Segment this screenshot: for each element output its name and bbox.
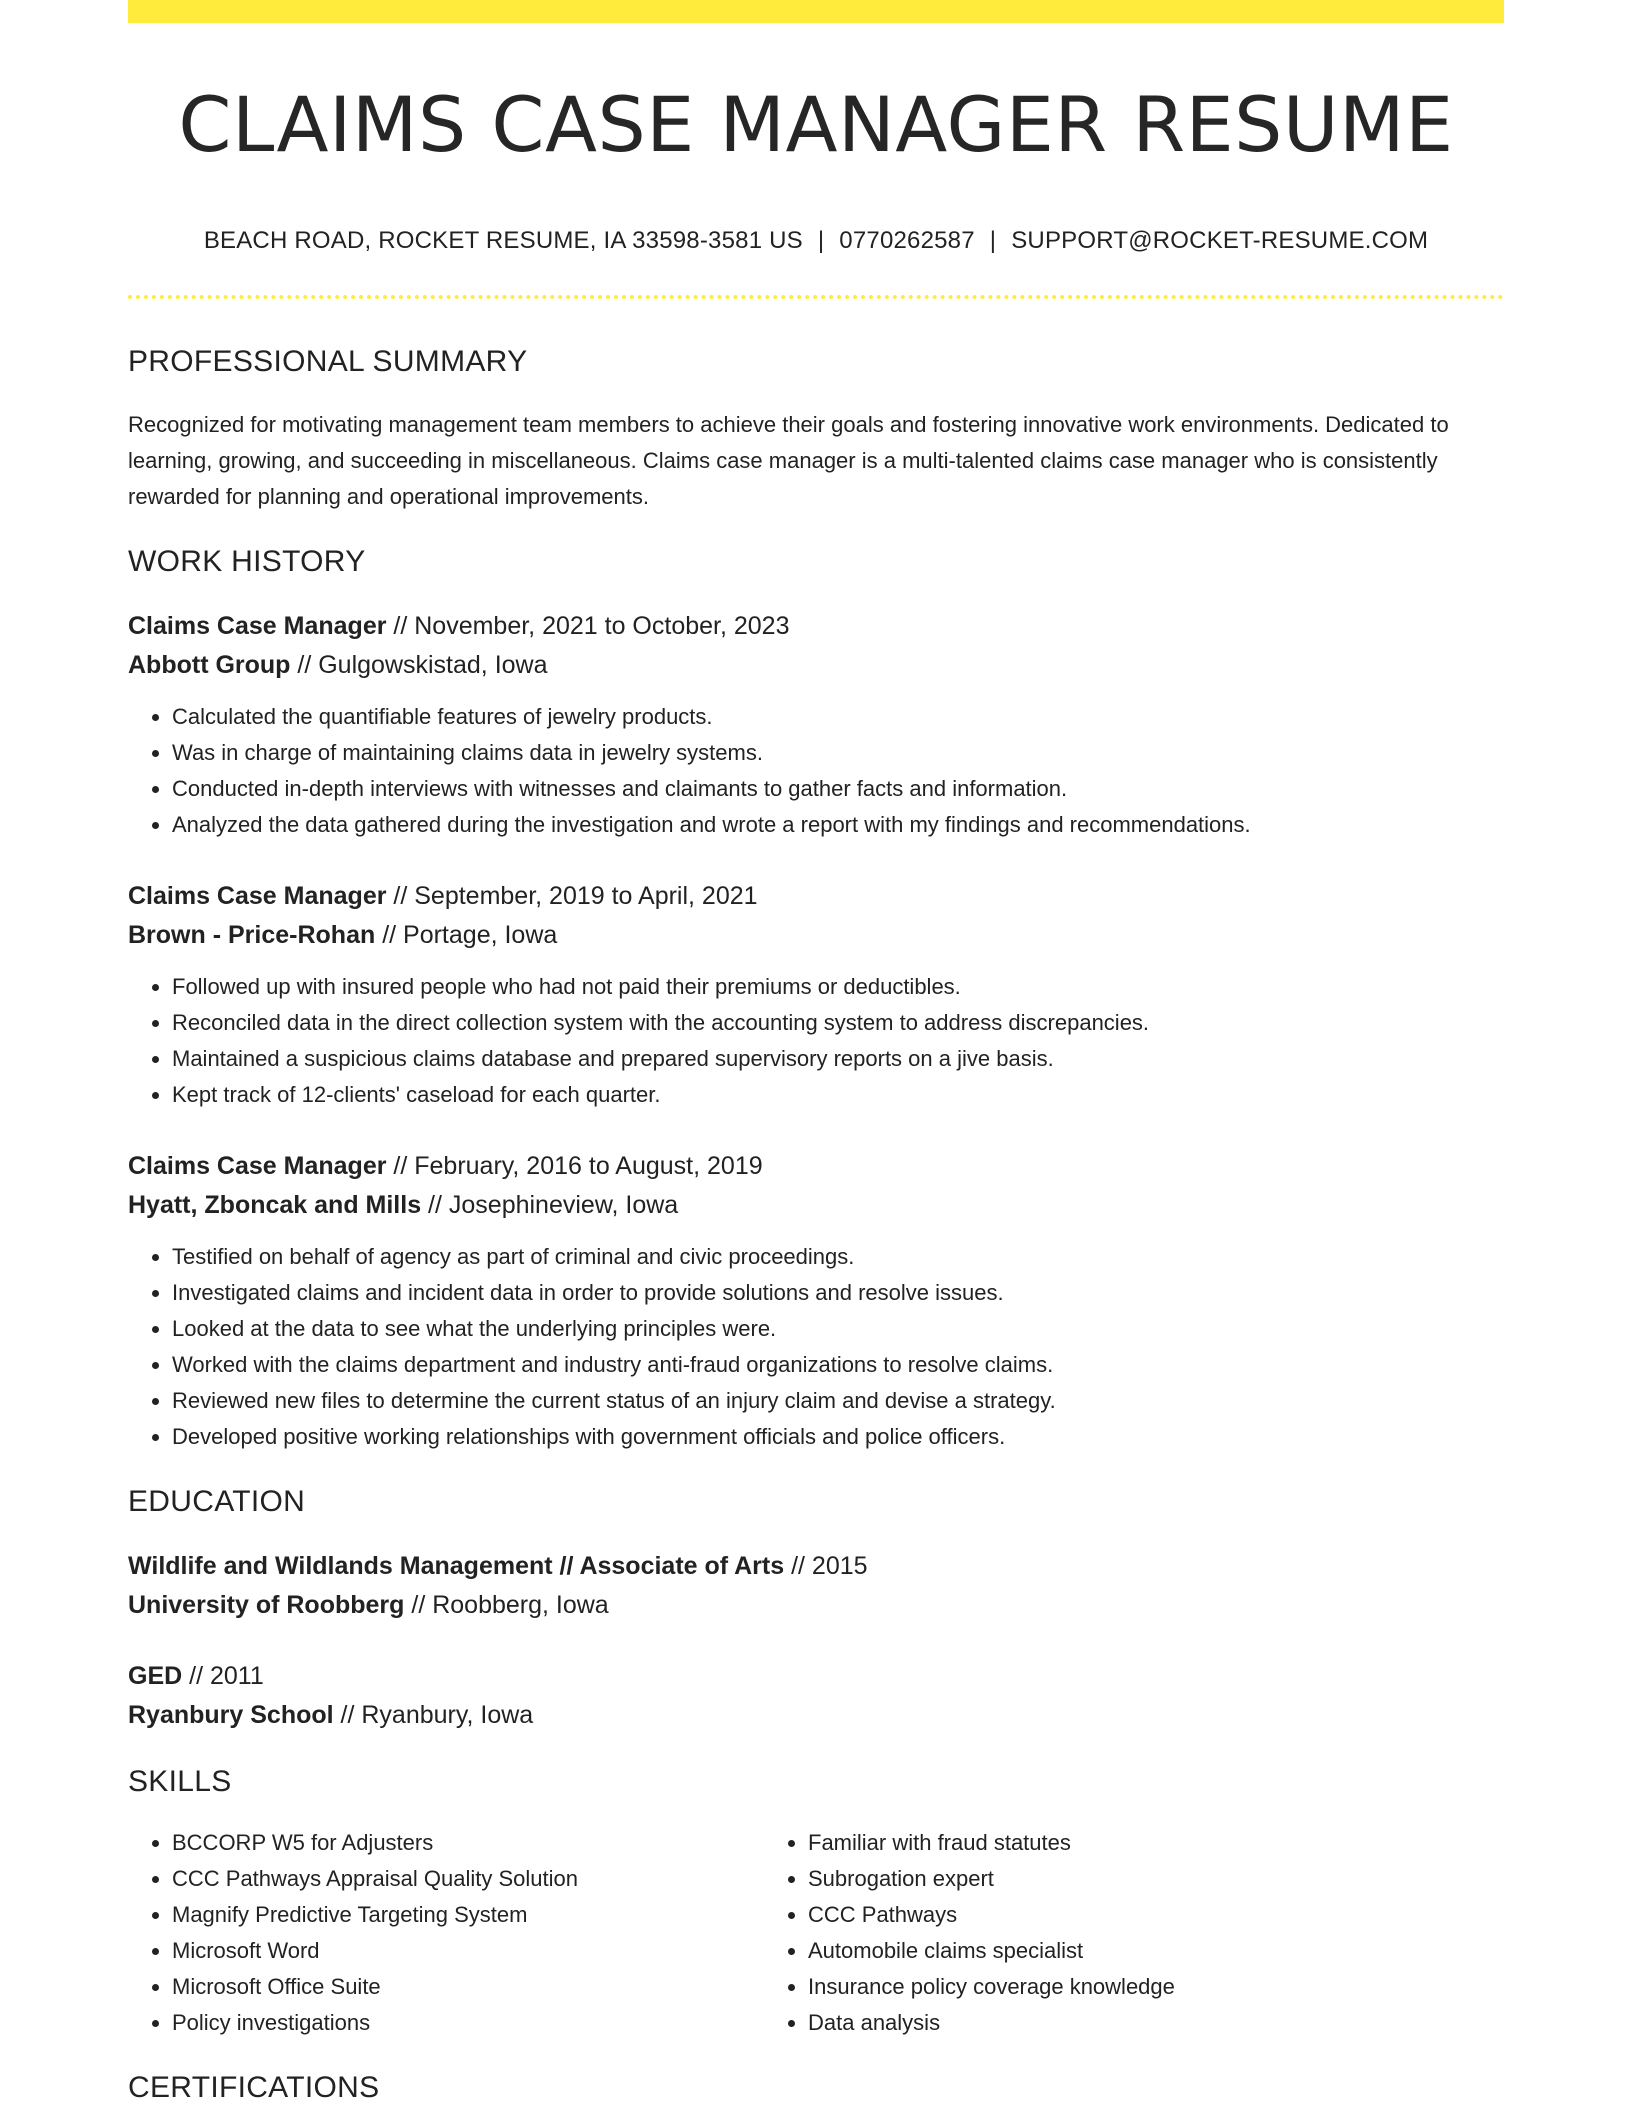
job-location: // Portage, Iowa xyxy=(375,920,558,949)
section-heading-summary: PROFESSIONAL SUMMARY xyxy=(128,344,528,378)
list-item: • Magnify Predictive Targeting System xyxy=(172,1897,760,1933)
job-title-line xyxy=(128,877,1504,916)
job-entry xyxy=(128,607,1504,843)
list-item: • Investigated claims and incident data in order to provide solutions and resolve issues. xyxy=(172,1275,1504,1311)
resume-page xyxy=(128,0,1504,2105)
list-item: • Developed positive working relationships with government officials and police officers. xyxy=(172,1419,1504,1455)
list-item: • Data analysis xyxy=(808,2005,1392,2041)
job-title: Claims Case Manager xyxy=(128,1151,387,1180)
list-item: • Kept track of 12-clients' caseload for each quarter. xyxy=(172,1077,1504,1113)
section-heading-skills: SKILLS xyxy=(128,1764,232,1798)
job-title-line xyxy=(128,1147,1504,1186)
job-company-line xyxy=(128,646,1504,685)
list-item: • Reconciled data in the direct collection system with the accounting system to address discrepancies. xyxy=(172,1005,1504,1041)
skills-columns xyxy=(128,1825,1504,2041)
top-accent-bar xyxy=(128,0,1504,23)
list-item: • Worked with the claims department and industry anti-fraud organizations to resolve claims. xyxy=(172,1347,1504,1383)
education-entry xyxy=(128,1547,1504,1625)
list-item: • Microsoft Word xyxy=(172,1933,760,1969)
education-year: // 2015 xyxy=(784,1551,868,1580)
contact-separator: | xyxy=(817,226,825,254)
summary-text: Recognized for motivating management team members to achieve their goals and fostering innovative work environments. Dedicated to learning, growing, and succeeding in miscellaneous. Claims case manager is a multi-talented claims case manager who is consistently rewarded for planning and operational improvements. xyxy=(128,411,1449,509)
dotted-divider xyxy=(128,295,1504,299)
list-item: • Analyzed the data gathered during the investigation and wrote a report with my findings and recommendations. xyxy=(172,807,1504,843)
resume-title: CLAIMS CASE MANAGER RESUME xyxy=(178,80,1454,169)
list-item: • Policy investigations xyxy=(172,2005,760,2041)
job-title: Claims Case Manager xyxy=(128,881,387,910)
education-degree: GED xyxy=(128,1661,183,1690)
job-entry xyxy=(128,1147,1504,1455)
job-bullets xyxy=(128,699,1504,843)
list-item: • Familiar with fraud statutes xyxy=(808,1825,1392,1861)
education-location: // Ryanbury, Iowa xyxy=(333,1700,534,1729)
education-school-line xyxy=(128,1586,1504,1625)
contact-address: BEACH ROAD, ROCKET RESUME, IA 33598-3581 US xyxy=(203,226,803,254)
list-item: • Microsoft Office Suite xyxy=(172,1969,760,2005)
list-item: • CCC Pathways Appraisal Quality Solution xyxy=(172,1861,760,1897)
list-item: • Reviewed new files to determine the current status of an injury claim and devise a strategy. xyxy=(172,1383,1504,1419)
job-dates: // September, 2019 to April, 2021 xyxy=(386,881,758,910)
section-heading-certifications: CERTIFICATIONS xyxy=(128,2070,380,2104)
education-school-line xyxy=(128,1696,1504,1735)
list-item: • Calculated the quantifiable features of jewelry products. xyxy=(172,699,1504,735)
skills-list-left xyxy=(128,1825,760,2041)
list-item: • Followed up with insured people who had not paid their premiums or deductibles. xyxy=(172,969,1504,1005)
list-item: • Looked at the data to see what the underlying principles were. xyxy=(172,1311,1504,1347)
job-dates: // November, 2021 to October, 2023 xyxy=(386,611,790,640)
job-location: // Gulgowskistad, Iowa xyxy=(290,650,548,679)
job-title-line xyxy=(128,607,1504,646)
job-company-line xyxy=(128,1186,1504,1225)
job-location: // Josephineview, Iowa xyxy=(421,1190,679,1219)
list-item: • Subrogation expert xyxy=(808,1861,1392,1897)
list-item: • BCCORP W5 for Adjusters xyxy=(172,1825,760,1861)
list-item: • Conducted in-depth interviews with witnesses and claimants to gather facts and information. xyxy=(172,771,1504,807)
job-company: Abbott Group xyxy=(128,650,291,679)
list-item: • Maintained a suspicious claims database and prepared supervisory reports on a jive basis. xyxy=(172,1041,1504,1077)
contact-email: SUPPORT@ROCKET-RESUME.COM xyxy=(1011,226,1429,254)
education-entry xyxy=(128,1657,1504,1735)
education-school: University of Roobberg xyxy=(128,1590,405,1619)
education-school: Ryanbury School xyxy=(128,1700,334,1729)
job-company-line xyxy=(128,916,1504,955)
section-heading-education: EDUCATION xyxy=(128,1484,306,1518)
contact-phone: 0770262587 xyxy=(839,226,975,254)
education-degree-line xyxy=(128,1547,1504,1586)
job-company: Brown - Price-Rohan xyxy=(128,920,376,949)
list-item: • Automobile claims specialist xyxy=(808,1933,1392,1969)
job-dates: // February, 2016 to August, 2019 xyxy=(386,1151,763,1180)
list-item: • Was in charge of maintaining claims data in jewelry systems. xyxy=(172,735,1504,771)
list-item: • Testified on behalf of agency as part of criminal and civic proceedings. xyxy=(172,1239,1504,1275)
contact-separator: | xyxy=(989,226,997,254)
education-location: // Roobberg, Iowa xyxy=(404,1590,609,1619)
education-degree-line xyxy=(128,1657,1504,1696)
contact-line xyxy=(128,227,1504,255)
job-title: Claims Case Manager xyxy=(128,611,387,640)
skills-list-right xyxy=(760,1825,1392,2041)
list-item: • CCC Pathways xyxy=(808,1897,1392,1933)
job-bullets xyxy=(128,1239,1504,1455)
education-year: // 2011 xyxy=(182,1661,264,1690)
job-company: Hyatt, Zboncak and Mills xyxy=(128,1190,422,1219)
job-entry xyxy=(128,877,1504,1113)
job-bullets xyxy=(128,969,1504,1113)
section-heading-work-history: WORK HISTORY xyxy=(128,544,366,578)
education-degree: Wildlife and Wildlands Management // Associate of Arts xyxy=(128,1551,785,1580)
list-item: • Insurance policy coverage knowledge xyxy=(808,1969,1392,2005)
